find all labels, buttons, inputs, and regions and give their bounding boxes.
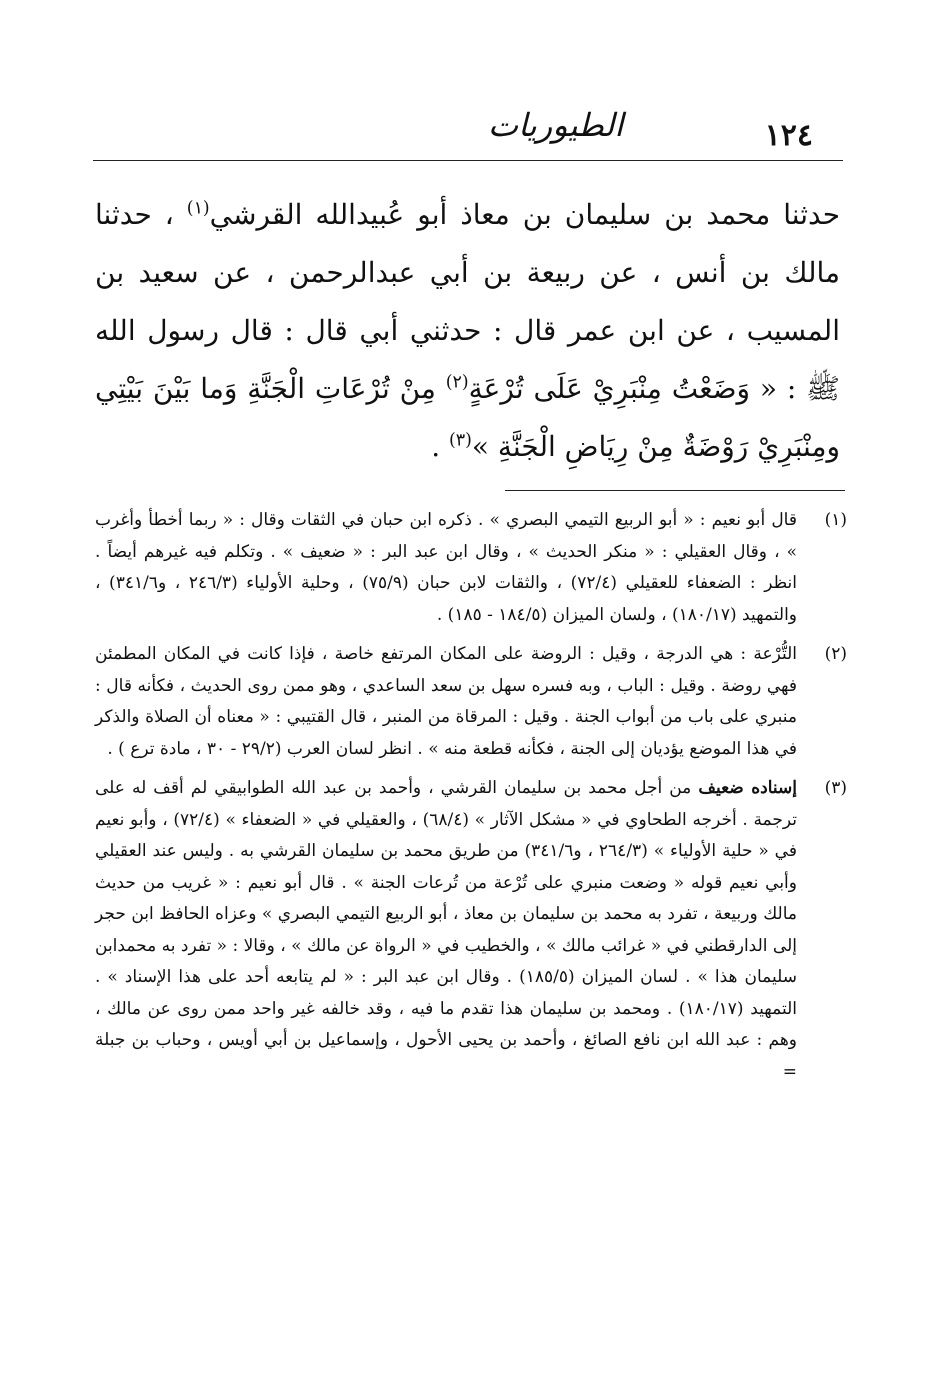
footnote-verdict: إسناده ضعيف xyxy=(698,778,798,798)
main-text-part-3: مِنْ تُرْعَاتِ الْجَنَّةِ وَما بَيْنَ بَيْتِي ومِنْبَرِيْ رَوْضَةٌ مِنْ رِيَاضِ الْجَنَّةِ » xyxy=(95,372,840,463)
footnote-ref-1: (١) xyxy=(186,198,210,219)
footnote-number: (١) xyxy=(824,510,847,530)
page-header xyxy=(93,100,843,161)
footnote-2 xyxy=(95,639,847,765)
running-title: الطيوريات xyxy=(488,106,624,144)
main-text-part-1: حدثنا محمد بن سليمان بن معاذ أبو عُبيدالله القرشي xyxy=(209,198,841,231)
footnotes xyxy=(95,505,847,1096)
footnote-3 xyxy=(95,773,847,1088)
footnote-text: التُّرْعة : هي الدرجة ، وقيل : الروضة على المكان المرتفع خاصة ، فإذا كانت في المكان المطمئن فهي روضة . وقيل : الباب ، وبه فسره سهل بن سعد الساعدي ، وهو ممن روى الحديث ، فكأنه قال : منبري على باب من أبواب الجنة . وقيل : المرقاة من المنبر ، قال القتيبي : « معناه أن الصلاة والذكر في هذا الموضع يؤديان إلى الجنة ، فكأنه قطعة منه » . انظر لسان العرب (٢٩/٢ - ٣٠ ، مادة ترع ) . xyxy=(95,644,797,759)
footnote-text-wrapper xyxy=(95,773,797,1088)
footnote-text: من أجل محمد بن سليمان القرشي ، وأحمد بن عبد الله الطوابيقي لم أقف له على ترجمة . أخرجه الطحاوي في « مشكل الآثار » (٦٨/٤) ، والعقيلي في « الضعفاء » (٧٢/٤) ، وأبو نعيم في « حلية الأولياء » (٢٦٤/٣ ، و٣٤١/٦) من طريق محمد بن سليمان القرشي به . وليس عند العقيلي وأبي نعيم قوله « وضعت منبري على تُرْعة من تُرعات الجنة » . قال أبو نعيم : « غريب من حديث مالك وربيعة ، تفرد به محمد بن سليمان بن معاذ ، أبو الربيع التيمي البصري » وعزاه الحافظ ابن حجر إلى الدارقطني في « غرائب مالك » ، والخطيب في « الرواة عن مالك » ، وقالا : « تفرد به محمدابن سليمان هذا » . لسان الميزان (١٨٥/٥) . وقال ابن عبد البر : « لم يتابعه أحد على هذا الإسناد » . التمهيد (١٨٠/١٧) . ومحمد بن سليمان هذا تقدم ما فيه ، وقد خالفه غير واحد ممن روى عن مالك ، وهم : عبد الله ابن نافع الصائغ ، وأحمد بن يحيى الأحول ، وإسماعيل بن أبي أويس ، وحباب بن جبلة = xyxy=(95,778,798,1082)
main-text-part-2: ، حدثنا مالك بن أنس ، عن ربيعة بن أبي عبدالرحمن ، عن سعيد بن المسيب ، عن ابن عمر قال : حدثني أبي قال : قال رسول الله ﷺ : « وَضَعْتُ مِنْبَرِيْ عَلَى تُرْعَةٍ xyxy=(95,198,840,405)
main-text-end: . xyxy=(431,430,441,463)
footnote-ref-2: (٢) xyxy=(445,372,469,393)
footnote-number: (٢) xyxy=(824,644,847,664)
footnote-text: قال أبو نعيم : « أبو الربيع التيمي البصري » . ذكره ابن حبان في الثقات وقال : « ربما أخطأ وأغرب » ، وقال العقيلي : « منكر الحديث » ، وقال ابن عبد البر : « ضعيف » . وتكلم فيه غيرهم أيضاً . انظر : الضعفاء للعقيلي (٧٢/٤) ، والثقات لابن حبان (٧٥/٩) ، وحلية الأولياء (٢٤٦/٣ ، و٣٤١/٦) ، والتمهيد (١٨٠/١٧) ، ولسان الميزان (١٨٤/٥ - ١٨٥) . xyxy=(95,510,797,625)
main-text xyxy=(95,186,840,476)
footnotes-divider xyxy=(505,490,845,491)
main-paragraph xyxy=(95,186,840,476)
footnote-1 xyxy=(95,505,847,631)
footnote-ref-3: (٣) xyxy=(449,430,472,451)
footnote-number: (٣) xyxy=(824,778,847,798)
page-number: ١٢٤ xyxy=(764,118,813,153)
